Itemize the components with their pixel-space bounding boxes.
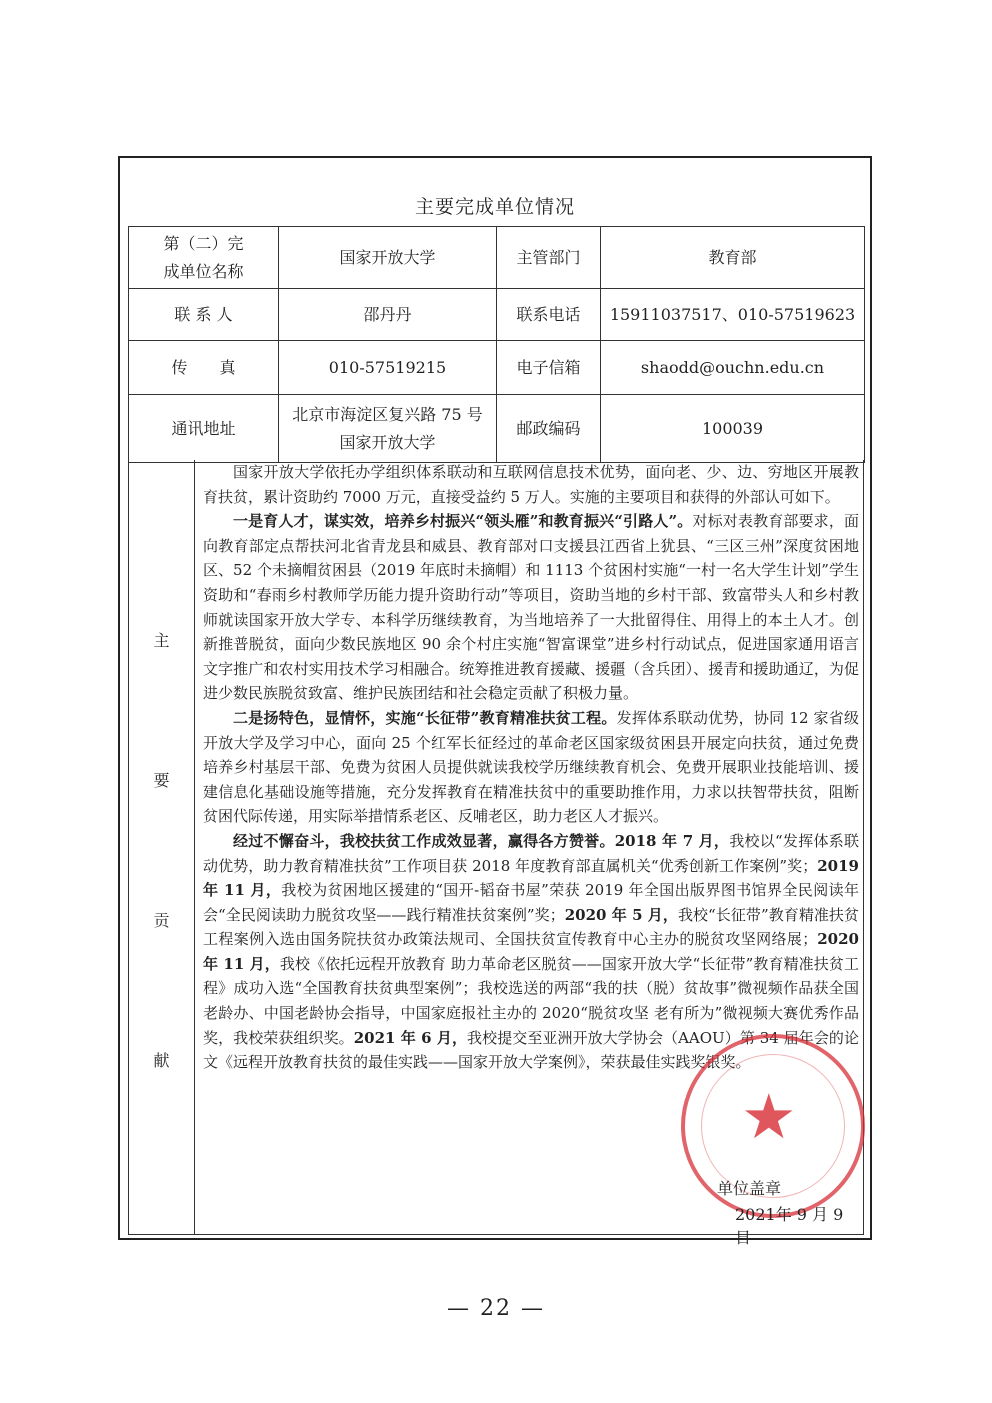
page-number: — 22 — [447,1296,545,1321]
contribution-text [203,460,859,1075]
value-postcode: 100039 [601,395,865,463]
label-postcode: 邮政编码 [497,395,601,463]
table-row [129,341,865,395]
value-department: 教育部 [601,227,865,289]
paragraph-intro: 国家开放大学依托办学组织体系联动和互联网信息技术优势，面向老、少、边、穷地区开展教育扶贫，累计资助约 7000 万元，直接受益约 5 万人。实施的主要项目和获得的外部认可如下。 [203,463,859,506]
label-char: 主 [153,631,170,650]
label-department: 主管部门 [497,227,601,289]
value-address: 北京市海淀区复兴路 75 号 国家开放大学 [279,395,497,463]
unit-info-table [128,226,865,463]
label-phone: 联系电话 [497,289,601,341]
document-frame [118,156,872,1247]
label-unit-name: 第（二）完 成单位名称 [129,227,279,289]
stamp-label: 单位盖章 [717,1179,782,1198]
seal-star-icon: ★ [741,1080,797,1153]
label-address: 通讯地址 [129,395,279,463]
label-char: 贡 [153,911,170,930]
paragraph-talent: 一是育人才，谋实效，培养乡村振兴“领头雁”和教育振兴“引路人”。对标对表教育部要求，面向教育部定点帮扶河北省青龙县和威县、教育部对口支援县江西省上犹县、“三区三州”深度贫困地区、52 个未摘帽贫困县（2019 年底时未摘帽）和 1113 个贫困村实施“一村一名大学生计划”学生资助和“春雨乡村教师学历能力提升资助行动”等项目，资助当地的乡村干部、致富带头人和乡村教师就读国家开放大学专、本科学历继续教育，为当地培养了一大批留得住、用得上的本土人才。创新推普脱贫，面向少数民族地区 90 余个村庄实施“智富课堂”进乡村行动试点，促进国家通用语言文字推广和农村实用技术学习相融合。统筹推进教育援藏、援疆（含兵团）、援青和援助通辽，为促进少数民族脱贫致富、维护民族团结和社会稳定贡献了积极力量。 [203,512,859,703]
label-contact: 联 系 人 [129,289,279,341]
label-char: 献 [153,1051,170,1070]
form-title: 主要完成单位情况 [414,196,575,218]
table-row [129,395,865,463]
value-phone: 15911037517、010-57519623 [601,289,865,341]
paragraph-long-march: 二是扬特色，显情怀，实施“长征带”教育精准扶贫工程。发挥体系联动优势，协同 12 家省级开放大学及学习中心，面向 25 个红军长征经过的革命老区国家级贫困县开展定向扶贫，通过免费培养乡村基层干部、免费为贫困人员提供就读我校学历继续教育机会、免费开展职业技能培训、援建信息化基础设施等措施，充分发挥教育在精准扶贫中的重要助推作用，力求以扶智带扶贫，阻断贫困代际传递，用实际举措情系老区、反哺老区，助力老区人才振兴。 [203,708,859,826]
stamp-date: 2021年 9 月 9 日 [735,1205,844,1247]
table-row [129,289,865,341]
value-contact: 邵丹丹 [279,289,497,341]
label-char: 要 [153,771,170,790]
value-fax: 010-57519215 [279,341,497,395]
label-email: 电子信箱 [497,341,601,395]
paragraph-awards: 经过不懈奋斗，我校扶贫工作成效显著，赢得各方赞誉。2018 年 7 月，我校以“发挥体系联动优势，助力教育精准扶贫”工作项目获 2018 年度教育部直属机关“优秀创新工作案例”奖；2019 年 11 月，我校为贫困地区援建的“国开-韬奋书屋”荣获 2019 年全国出版界图书馆界全民阅读年会“全民阅读助力脱贫攻坚——践行精准扶贫案例”奖；2020 年 5 月，我校“长征带”教育精准扶贫工程案例入选由国务院扶贫办政策法规司、全国扶贫宣传教育中心主办的脱贫攻坚网络展；2020 年 11 月，我校《依托远程开放教育 助力革命老区脱贫——国家开放大学“长征带”教育精准扶贫工程》成功入选“全国教育扶贫典型案例”；我校选送的两部“我的扶（脱）贫故事”微视频作品获全国老龄办、中国老龄协会指导，中国家庭报社主办的 2020“脱贫攻坚 老有所为”微视频大赛优秀作品奖，我校荣获组织奖。2021 年 6 月，我校提交至亚洲开放大学协会（AAOU）第 34 届年会的论文《远程开放教育扶贫的最佳实践——国家开放大学案例》，荣获最佳实践奖银奖。 [203,831,860,1072]
value-email: shaodd@ouchn.edu.cn [601,341,865,395]
value-unit-name: 国家开放大学 [279,227,497,289]
label-fax: 传 真 [129,341,279,395]
main-contribution-section [128,460,864,1247]
table-row [129,227,865,289]
main-contribution-label [129,460,195,1234]
